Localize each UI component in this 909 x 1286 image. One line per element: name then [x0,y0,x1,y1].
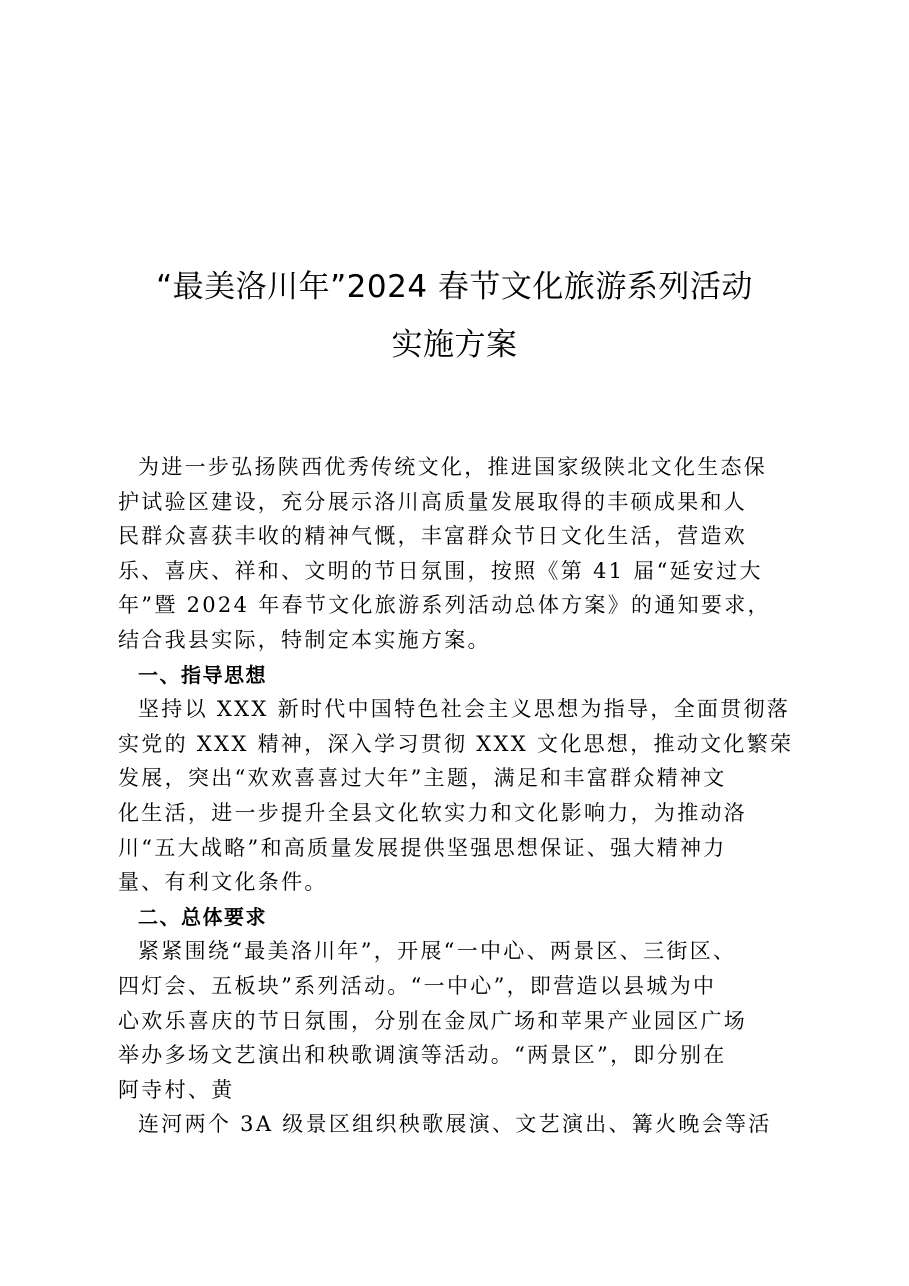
paragraph-line: 举办多场文艺演出和秧歌调演等活动。“两景区”，即分别在 [118,1043,727,1068]
paragraph-line: 四灯会、五板块”系列活动。“一中心”，即营造以县城为中 [118,973,717,998]
document-body [118,450,798,1142]
paragraph-line: 乐、喜庆、祥和、文明的节日氛围，按照《第 41 届“延安过大 [118,558,763,583]
paragraph-line: 心欢乐喜庆的节日氛围，分别在金凤广场和苹果产业园区广场 [118,1008,748,1033]
paragraph-line: 阿寺村、黄 [118,1077,235,1102]
paragraph-line: 年”暨 2024 年春节文化旅游系列活动总体方案》的通知要求， [118,593,771,618]
paragraph-line: 发展，突出“欢欢喜喜过大年”主题，满足和丰富群众精神文 [118,766,727,791]
paragraph-line: 民群众喜获丰收的精神气慨，丰富群众节日文化生活，营造欢 [118,524,748,549]
paragraph-line: 坚持以 XXX 新时代中国特色社会主义思想为指导，全面贯彻落 [138,697,791,722]
paragraph-line: 化生活，进一步提升全县文化软实力和文化影响力，为推动洛 [118,800,748,825]
title-line-2: 实施方案 [391,327,518,363]
overall-requirements-paragraph [118,934,798,1107]
paragraph-line: 护试验区建设，充分展示洛川高质量发展取得的丰硕成果和人 [118,489,748,514]
intro-paragraph [118,450,798,658]
paragraph-line: 实党的 XXX 精神，深入学习贯彻 XXX 文化思想，推动文化繁荣 [118,731,794,756]
paragraph-line: 量、有利文化条件。 [118,870,328,895]
paragraph-line: 连河两个 3A 级景区组织秧歌展演、文艺演出、篝火晚会等活 [138,1112,772,1137]
section-heading-guiding-ideology: 一、指导思想 [138,662,267,687]
paragraph-line: 川“五大战略”和高质量发展提供坚强思想保证、强大精神力 [118,835,727,860]
paragraph-line: 为进一步弘扬陕西优秀传统文化，推进国家级陕北文化生态保 [138,455,768,479]
paragraph-line: 紧紧围绕“最美洛川年”，开展“一中心、两景区、三街区、 [138,939,737,964]
paragraph-line: 结合我县实际，特制定本实施方案。 [118,627,491,652]
title-line-1: “最美洛川年”2024 春节文化旅游系列活动 [156,269,753,305]
section-heading-overall-requirements: 二、总体要求 [138,904,267,929]
document-title [0,258,909,374]
guiding-ideology-paragraph [118,692,798,900]
